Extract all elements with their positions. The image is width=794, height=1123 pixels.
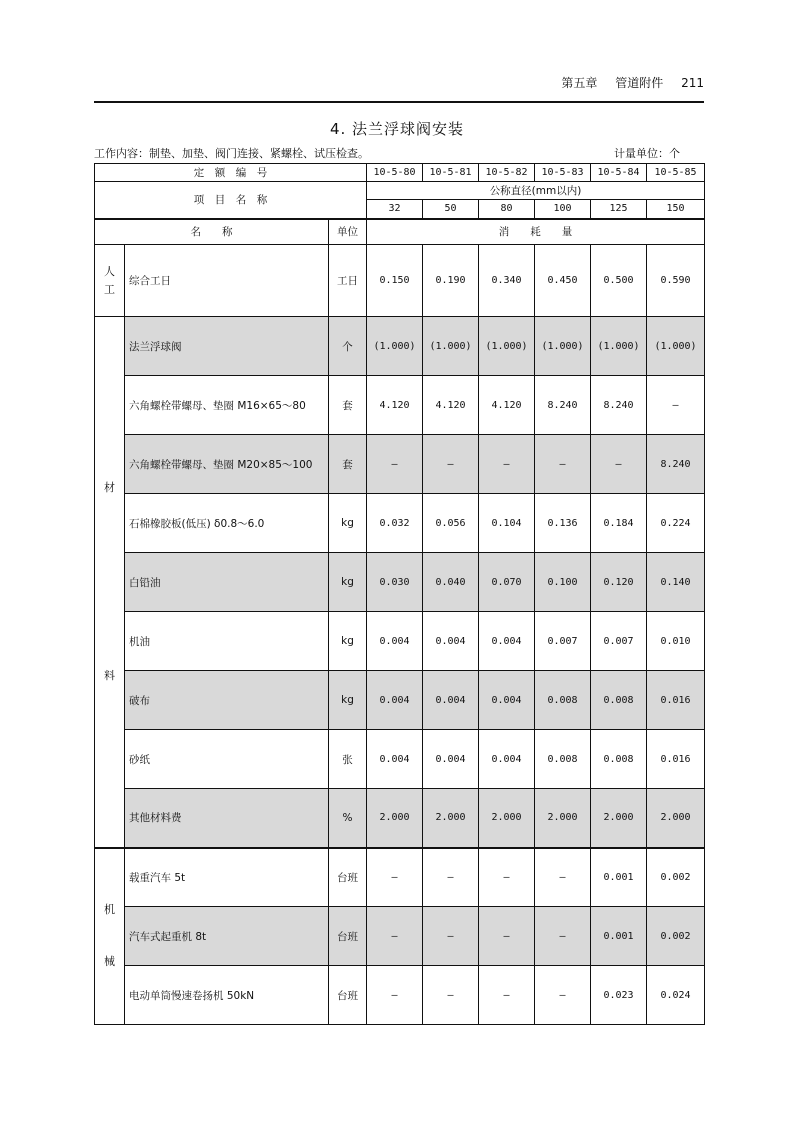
table-row (95, 435, 705, 494)
value-cell: (1.000) (535, 317, 591, 376)
code-cell: 10-5-84 (591, 164, 647, 182)
item-unit: 套 (329, 376, 367, 435)
item-name: 石棉橡胶板(低压) δ0.8～6.0 (125, 494, 329, 553)
value-cell: 0.224 (647, 494, 705, 553)
code-label: 定 额 编 号 (95, 164, 367, 182)
value-cell: 0.008 (535, 730, 591, 789)
chapter-label: 第五章 (561, 76, 598, 90)
value-cell: 0.030 (367, 553, 423, 612)
value-cell: 2.000 (423, 789, 479, 848)
table-row (95, 553, 705, 612)
item-name: 综合工日 (125, 245, 329, 317)
running-head (94, 74, 704, 94)
value-cell: 0.023 (591, 966, 647, 1025)
value-cell: 0.070 (479, 553, 535, 612)
diameter-cell: 150 (647, 200, 705, 219)
value-cell: 0.007 (591, 612, 647, 671)
value-cell: 0.032 (367, 494, 423, 553)
value-cell: — (367, 848, 423, 907)
value-cell: 0.056 (423, 494, 479, 553)
value-cell: 0.002 (647, 907, 705, 966)
item-name: 法兰浮球阀 (125, 317, 329, 376)
value-cell: 0.004 (479, 671, 535, 730)
value-cell: — (479, 966, 535, 1025)
quota-table (94, 163, 705, 1025)
value-cell: 0.004 (479, 612, 535, 671)
value-cell: (1.000) (591, 317, 647, 376)
value-cell: (1.000) (367, 317, 423, 376)
item-name: 六角螺栓带螺母、垫圈 M20×85～100 (125, 435, 329, 494)
value-cell: 0.450 (535, 245, 591, 317)
value-cell: (1.000) (423, 317, 479, 376)
diameter-label: 公称直径(mm以内) (367, 182, 705, 200)
value-cell: (1.000) (479, 317, 535, 376)
value-cell: 0.010 (647, 612, 705, 671)
item-unit: kg (329, 494, 367, 553)
value-cell: 0.004 (423, 730, 479, 789)
code-cell: 10-5-82 (479, 164, 535, 182)
value-cell: 0.001 (591, 907, 647, 966)
diameter-cell: 50 (423, 200, 479, 219)
item-unit: 张 (329, 730, 367, 789)
value-cell: 0.140 (647, 553, 705, 612)
item-name: 汽车式起重机 8t (125, 907, 329, 966)
table-row (95, 612, 705, 671)
value-cell: — (479, 907, 535, 966)
value-cell: 0.590 (647, 245, 705, 317)
value-cell: — (423, 907, 479, 966)
column-header-row (95, 219, 705, 245)
category-machine: 机 械 (95, 848, 125, 1025)
value-cell: 0.150 (367, 245, 423, 317)
item-name: 机油 (125, 612, 329, 671)
item-name: 其他材料费 (125, 789, 329, 848)
value-cell: 0.340 (479, 245, 535, 317)
value-cell: 0.008 (591, 730, 647, 789)
work-content: 工作内容：制垫、加垫、阀门连接、紧螺栓、试压检查。 (94, 147, 369, 160)
value-cell: — (423, 848, 479, 907)
value-cell: — (367, 966, 423, 1025)
table-row (95, 245, 705, 317)
value-cell: — (591, 435, 647, 494)
item-unit: 个 (329, 317, 367, 376)
item-unit: % (329, 789, 367, 848)
value-cell: — (479, 435, 535, 494)
table-row (95, 730, 705, 789)
value-cell: 0.100 (535, 553, 591, 612)
table-row (95, 671, 705, 730)
table-row (95, 317, 705, 376)
value-cell: 0.500 (591, 245, 647, 317)
item-name: 载重汽车 5t (125, 848, 329, 907)
value-cell: 0.001 (591, 848, 647, 907)
table-row (95, 966, 705, 1025)
code-cell: 10-5-80 (367, 164, 423, 182)
diameter-label-row (95, 182, 705, 200)
item-unit: kg (329, 671, 367, 730)
value-cell: — (367, 435, 423, 494)
table-row (95, 494, 705, 553)
value-cell: 0.136 (535, 494, 591, 553)
value-cell: 0.024 (647, 966, 705, 1025)
value-cell: — (535, 907, 591, 966)
value-cell: 0.008 (591, 671, 647, 730)
value-cell: 0.190 (423, 245, 479, 317)
item-name: 破布 (125, 671, 329, 730)
code-row (95, 164, 705, 182)
item-name: 电动单筒慢速卷扬机 50kN (125, 966, 329, 1025)
item-name: 白铅油 (125, 553, 329, 612)
page-number: 211 (681, 76, 704, 90)
value-cell: 8.240 (535, 376, 591, 435)
table-row (95, 848, 705, 907)
section-label: 管道附件 (615, 76, 664, 90)
value-cell: 8.240 (591, 376, 647, 435)
value-cell: 0.120 (591, 553, 647, 612)
value-cell: 0.104 (479, 494, 535, 553)
item-label: 项 目 名 称 (95, 182, 367, 219)
item-unit: 台班 (329, 966, 367, 1025)
value-cell: 0.004 (479, 730, 535, 789)
section-title: 4. 法兰浮球阀安装 (329, 120, 465, 138)
table-row (95, 907, 705, 966)
value-cell: 0.004 (367, 671, 423, 730)
consumption-header: 消 耗 量 (367, 219, 705, 245)
value-cell: 4.120 (479, 376, 535, 435)
value-cell: 0.004 (367, 612, 423, 671)
value-cell: 0.040 (423, 553, 479, 612)
value-cell: 0.004 (367, 730, 423, 789)
value-cell: — (535, 848, 591, 907)
value-cell: — (535, 435, 591, 494)
category-material: 材 料 (95, 317, 125, 848)
value-cell: 2.000 (367, 789, 423, 848)
value-cell: 0.184 (591, 494, 647, 553)
table-row (95, 789, 705, 848)
value-cell: 2.000 (479, 789, 535, 848)
value-cell: 0.016 (647, 671, 705, 730)
unit-header: 单位 (329, 219, 367, 245)
diameter-cell: 100 (535, 200, 591, 219)
value-cell: 0.007 (535, 612, 591, 671)
value-cell: — (535, 966, 591, 1025)
item-unit: kg (329, 612, 367, 671)
name-header: 名 称 (95, 219, 329, 245)
value-cell: — (647, 376, 705, 435)
value-cell: 2.000 (535, 789, 591, 848)
value-cell: — (423, 966, 479, 1025)
value-cell: (1.000) (647, 317, 705, 376)
item-unit: 工日 (329, 245, 367, 317)
value-cell: — (423, 435, 479, 494)
value-cell: — (367, 907, 423, 966)
item-unit: kg (329, 553, 367, 612)
value-cell: 0.008 (535, 671, 591, 730)
item-unit: 台班 (329, 848, 367, 907)
value-cell: 2.000 (591, 789, 647, 848)
value-cell: 0.016 (647, 730, 705, 789)
table-row (95, 376, 705, 435)
value-cell: 0.004 (423, 671, 479, 730)
value-cell: 4.120 (423, 376, 479, 435)
value-cell: 0.002 (647, 848, 705, 907)
diameter-cell: 80 (479, 200, 535, 219)
item-name: 六角螺栓带螺母、垫圈 M16×65～80 (125, 376, 329, 435)
code-cell: 10-5-85 (647, 164, 705, 182)
diameter-cell: 32 (367, 200, 423, 219)
code-cell: 10-5-81 (423, 164, 479, 182)
diameter-cell: 125 (591, 200, 647, 219)
code-cell: 10-5-83 (535, 164, 591, 182)
category-labor: 人 工 (95, 245, 125, 317)
header-rule (94, 101, 704, 103)
measure-unit: 计量单位：个 (614, 147, 680, 160)
value-cell: 8.240 (647, 435, 705, 494)
value-cell: 0.004 (423, 612, 479, 671)
item-unit: 套 (329, 435, 367, 494)
value-cell: 2.000 (647, 789, 705, 848)
value-cell: — (479, 848, 535, 907)
item-name: 砂纸 (125, 730, 329, 789)
item-unit: 台班 (329, 907, 367, 966)
value-cell: 4.120 (367, 376, 423, 435)
